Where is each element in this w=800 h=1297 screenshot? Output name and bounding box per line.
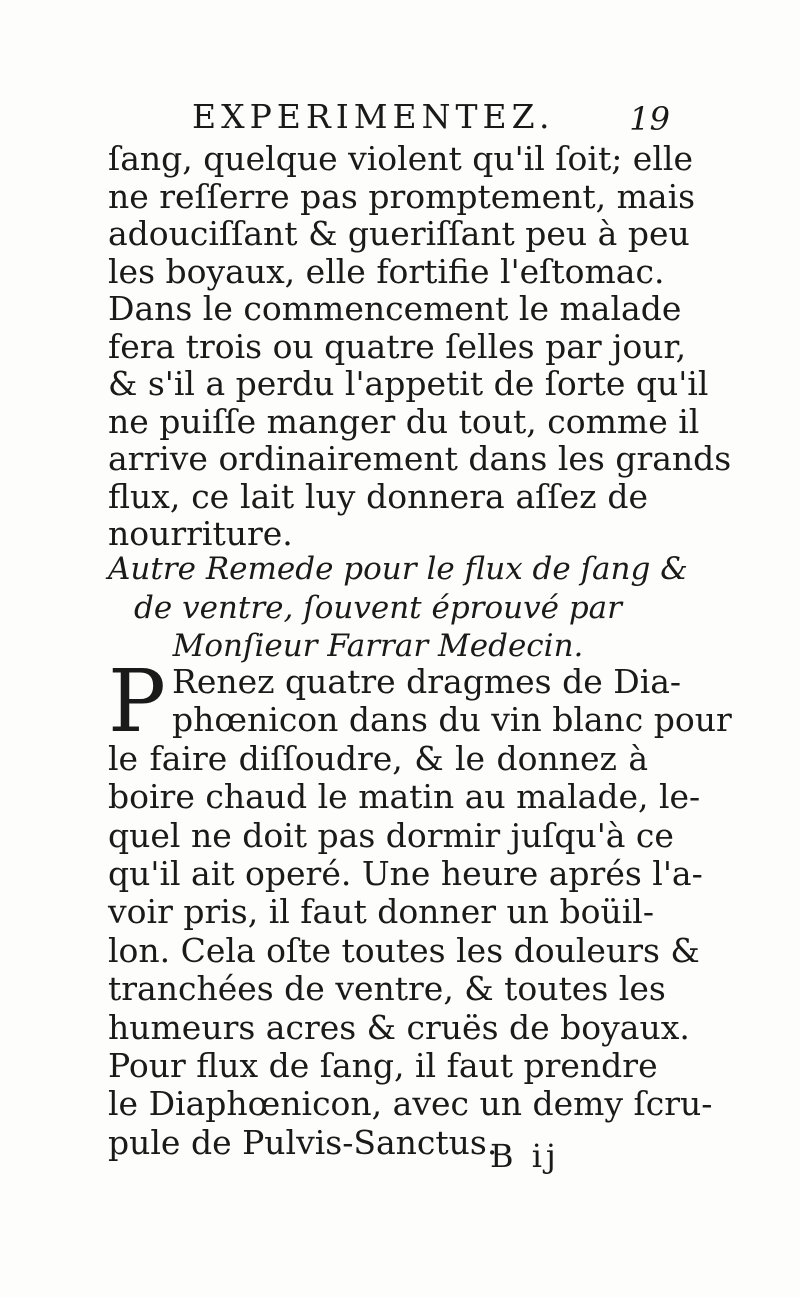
text-line: ne reſſerre pas promptement, mais [108,176,696,216]
text-line: voir pris, il faut donner un boüil- [108,892,654,932]
text-line: Dans le commencement le malade [108,289,682,328]
text-line: arrive ordinairement dans les grands [108,439,732,478]
heading-line: Autre Remede pour le flux de ſang & [108,551,688,587]
text-line: Renez quatre dragmes de Dia- [172,662,682,701]
text-line: les boyaux, elle fortifie l'eſtomac. [108,251,665,291]
body-paragraph [108,139,732,553]
text-line: ſang, quelque violent qu'il ſoit; elle [108,139,693,178]
signature-mark: B ij [490,1137,560,1175]
page-header [110,94,670,140]
running-head: EXPERIMENTEZ. [192,97,555,136]
text-line: le faire diſſoudre, & le donnez à [108,738,648,778]
heading-line: de ventre, ſouvent éprouvé par [134,589,622,626]
text-line: nourriture. [108,514,293,553]
text-line: fera trois ou quatre ſelles par jour, [108,326,687,366]
drop-cap: P [108,652,166,752]
text-line: tranchées de ventre, & toutes les [108,969,666,1009]
page-number: 19 [629,100,670,138]
text-line: lon. Cela oſte toutes les douleurs & [108,930,700,970]
text-line: qu'il ait operé. Une heure aprés l'a- [108,854,703,894]
text-line: Pour flux de ſang, il faut prendre [108,1046,658,1086]
recipe-paragraph [108,652,732,1162]
text-line: flux, ce lait luy donnera aſſez de [108,476,648,516]
section-heading [108,550,688,666]
text-line: quel ne doit pas dormir juſqu'à ce [108,815,674,855]
text-line: pule de Pulvis-Sanctus. [108,1122,498,1162]
text-line: boire chaud le matin au malade, le- [108,777,701,817]
text-line: le Diaphœnicon, avec un demy ſcru- [108,1084,713,1124]
text-line: & s'il a perdu l'appetit de ſorte qu'il [108,364,709,403]
heading-line: Monſieur Farrar Medecin. [172,628,584,664]
text-line: adouciſſant & gueriſſant peu à peu [108,214,690,253]
text-line: humeurs acres & cruës de boyaux. [108,1007,690,1047]
text-line: ne puiſſe manger du tout, comme il [108,401,700,441]
text-line: phœnicon dans du vin blanc pour [172,700,732,740]
